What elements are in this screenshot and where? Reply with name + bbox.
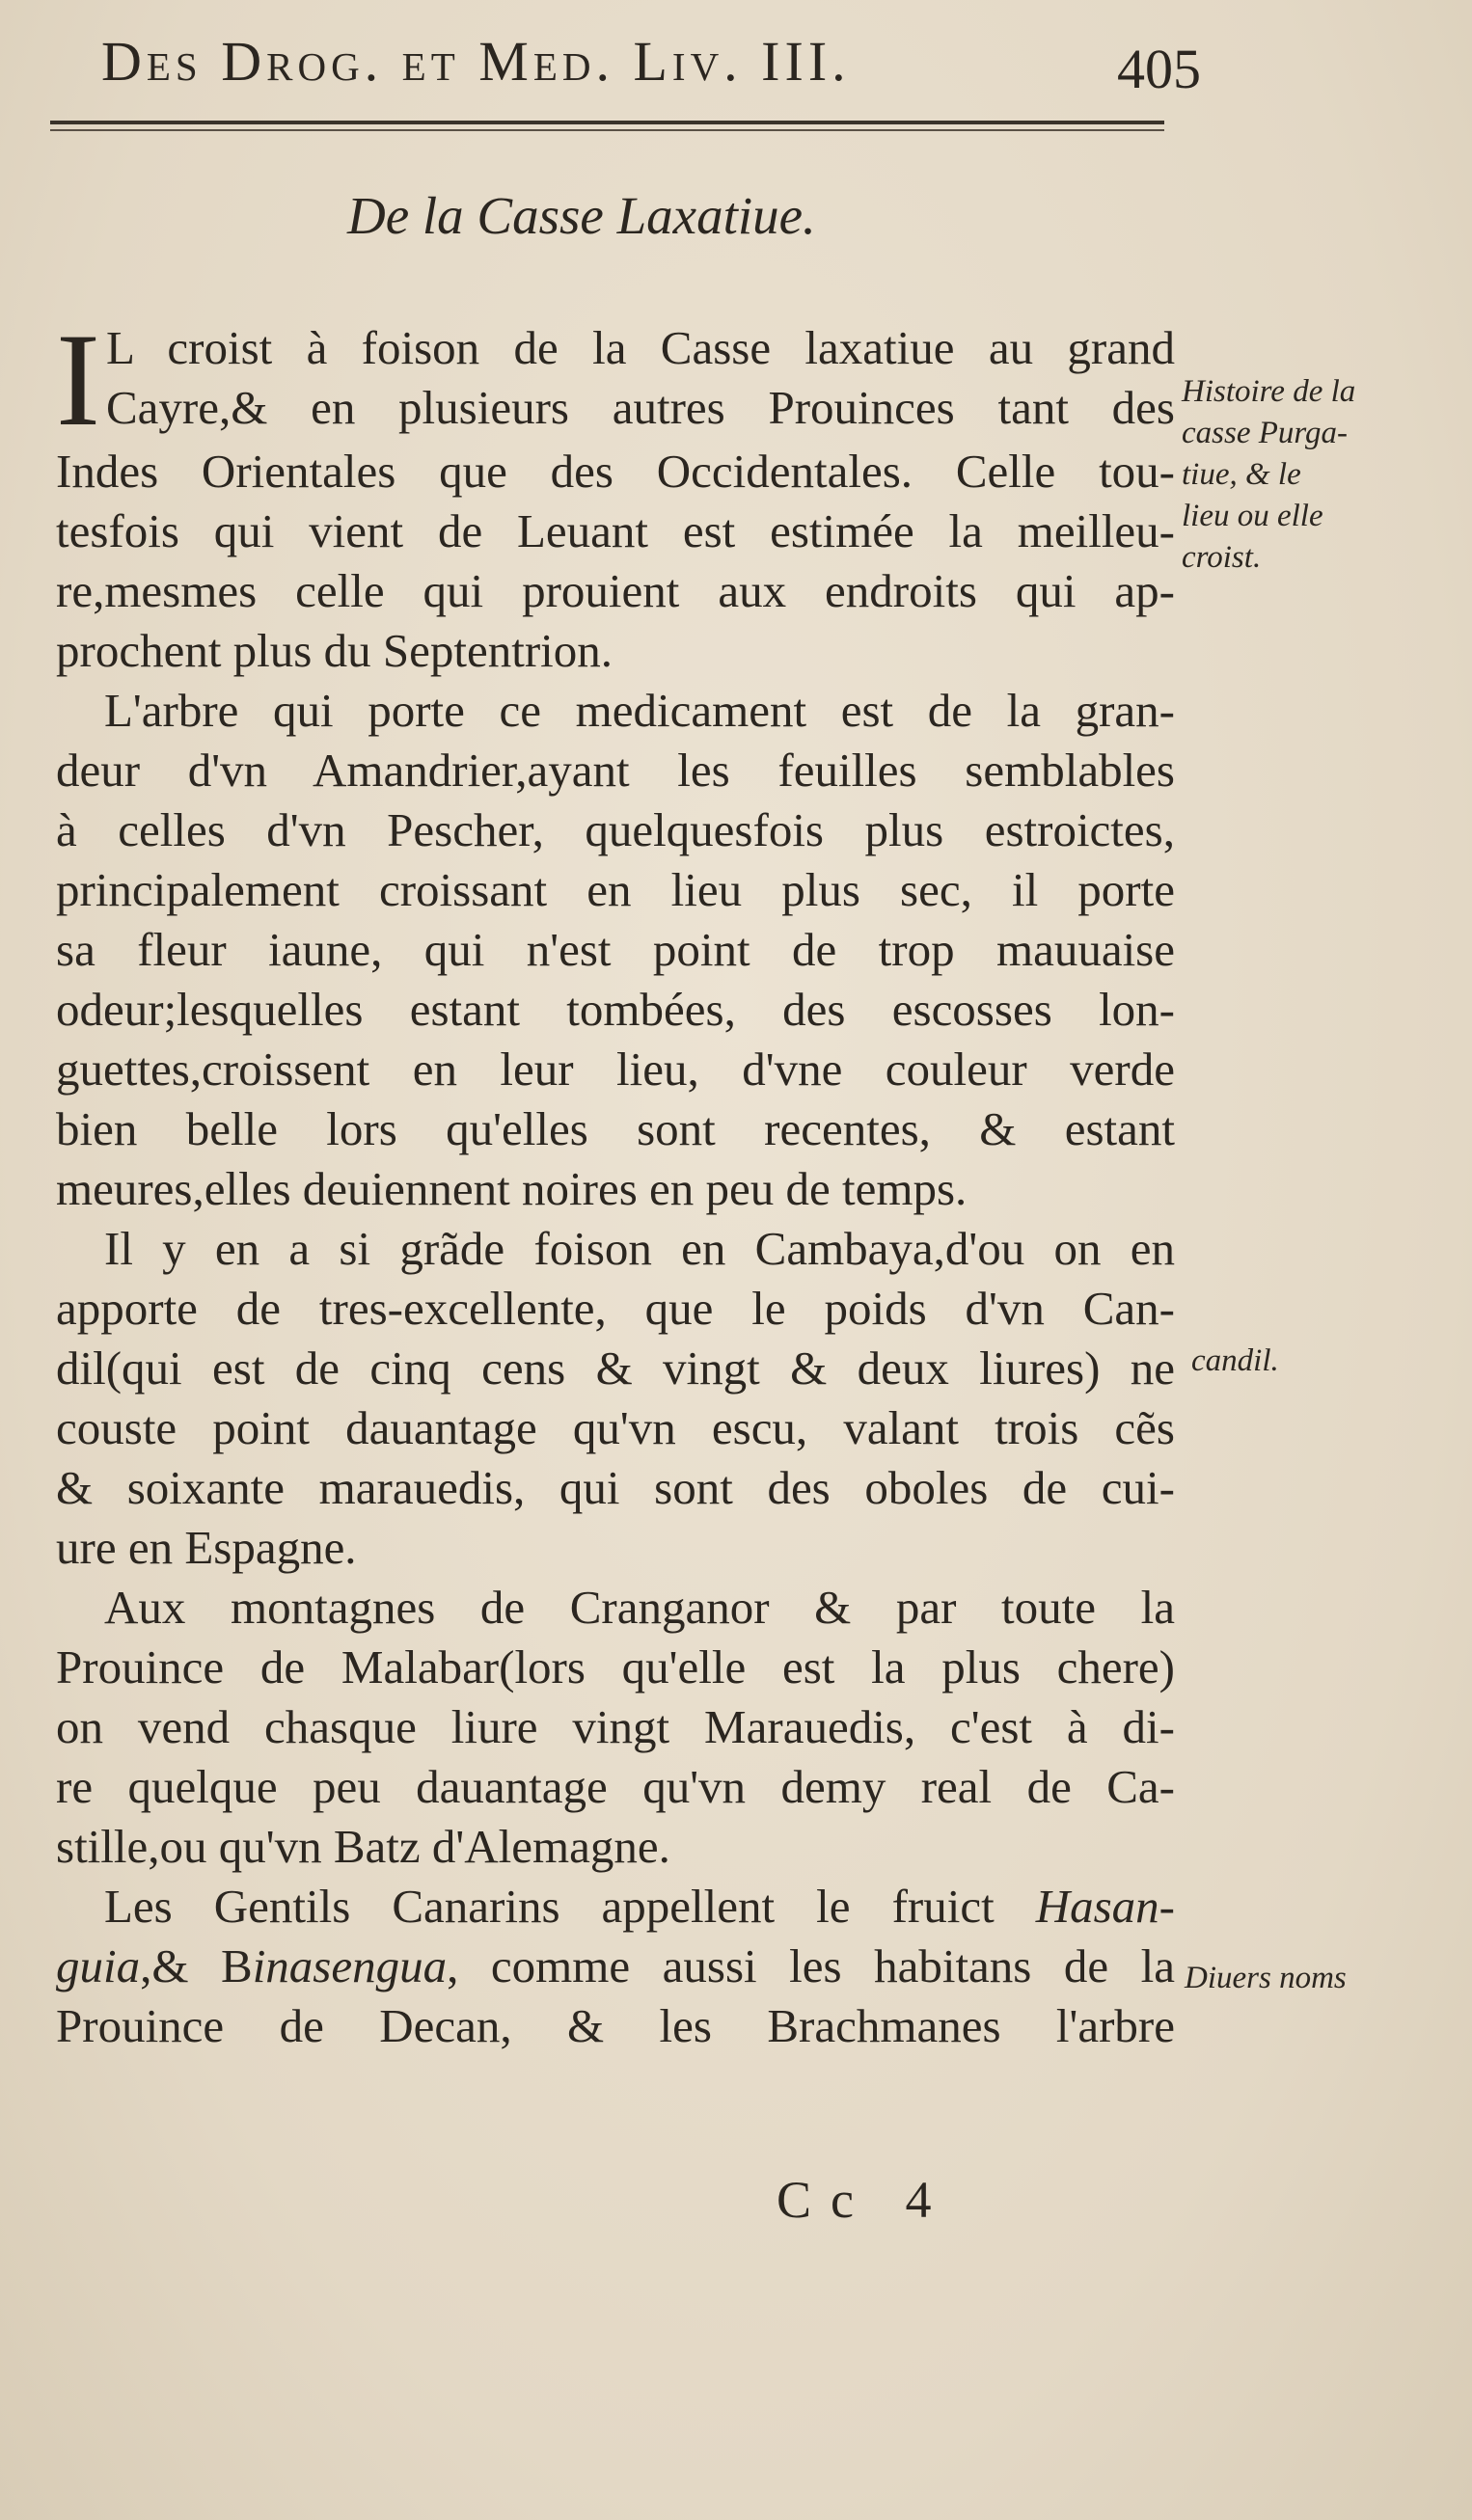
italic-term: Hasan- xyxy=(1035,1880,1175,1933)
text-line: guettes,croissent en leur lieu, d'vne couleur verde xyxy=(56,1043,1175,1096)
margin-note-line: lieu ou elle xyxy=(1182,499,1323,533)
margin-note-line: croist. xyxy=(1182,540,1262,575)
text-line: re,mesmes celle qui prouient aux endroits qui ap- xyxy=(56,564,1175,617)
text-line: couste point dauantage qu'vn escu, valant trois cẽs xyxy=(56,1401,1175,1454)
text-span: ,& B xyxy=(140,1939,253,1992)
text-line: dil(qui est de cinq cens & vingt & deux liures) ne xyxy=(56,1341,1175,1395)
drop-cap: I xyxy=(56,306,100,453)
body-text xyxy=(56,306,1176,2056)
page-number: 405 xyxy=(1117,38,1201,100)
header-rule-thin xyxy=(50,129,1164,131)
margin-note-line: Histoire de la xyxy=(1182,374,1356,409)
text-line: odeur;lesquelles estant tombées, des escosses lon- xyxy=(56,983,1175,1036)
text-line: deur d'vn Amandrier,ayant les feuilles semblables xyxy=(56,744,1175,797)
italic-term: guia xyxy=(56,1939,141,1992)
chapter-title: De la Casse Laxatiue. xyxy=(347,186,816,245)
text-line: bien belle lors qu'elles sont recentes, & estant xyxy=(56,1102,1175,1155)
text-line: Il y en a si grãde foison en Cambaya,d'ou on en xyxy=(104,1222,1175,1275)
text-line: Indes Orientales que des Occidentales. Celle tou- xyxy=(56,445,1175,498)
text-line: meures,elles deuiennent noires en peu de temps. xyxy=(56,1162,968,1215)
paragraph-2 xyxy=(56,681,1175,1219)
page-header xyxy=(101,29,1201,100)
text-line: tesfois qui vient de Leuant est estimée la meilleu- xyxy=(56,504,1175,557)
text-line: & soixante marauedis, qui sont des oboles de cui- xyxy=(56,1461,1175,1514)
text-line: Aux montagnes de Cranganor & par toute la xyxy=(104,1581,1175,1634)
margin-note-line: tiue, & le xyxy=(1182,457,1301,492)
text-line: à celles d'vn Pescher, quelquesfois plus estroictes, xyxy=(56,803,1175,856)
text-line: on vend chasque liure vingt Marauedis, c'est à di- xyxy=(56,1700,1175,1753)
paragraph-1 xyxy=(56,306,1175,681)
text-line xyxy=(56,1877,1175,1937)
text-line: Prouince de Malabar(lors qu'elle est la plus chere) xyxy=(56,1640,1175,1694)
signature-mark: Cc 4 xyxy=(777,2171,951,2229)
text-line: L croist à foison de la Casse laxatiue au grand xyxy=(105,321,1175,374)
text-line: Cayre,& en plusieurs autres Prouinces tant des xyxy=(105,381,1175,434)
text-span: , comme aussi les habitans de la xyxy=(447,1939,1176,1992)
text-line: prochent plus du Septentrion. xyxy=(56,624,613,677)
text-line: re quelque peu dauantage qu'vn demy real de Ca- xyxy=(56,1760,1175,1813)
paragraph-3 xyxy=(56,1219,1175,1578)
margin-note-histoire xyxy=(1182,371,1355,579)
margin-note-candil: candil. xyxy=(1191,1343,1279,1378)
header-rule xyxy=(50,121,1164,124)
margin-note-line: casse Purga- xyxy=(1182,416,1348,450)
text-line: sa fleur iaune, qui n'est point de trop mauuaise xyxy=(56,923,1175,976)
text-line: Prouince de Decan, & les Brachmanes l'arbre xyxy=(56,1999,1175,2052)
text-line: L'arbre qui porte ce medicament est de la gran- xyxy=(104,684,1175,737)
paragraph-5 xyxy=(56,1877,1175,2056)
text-line: apporte de tres-excellente, que le poids d'vn Can- xyxy=(56,1282,1175,1335)
running-head: Des Drog. et Med. Liv. III. xyxy=(101,30,851,93)
text-line: stille,ou qu'vn Batz d'Alemagne. xyxy=(56,1820,670,1873)
italic-term: inasengua xyxy=(252,1939,448,1992)
text-line: principalement croissant en lieu plus sec, il porte xyxy=(56,863,1175,916)
text-line: ure en Espagne. xyxy=(56,1521,357,1574)
paragraph-4 xyxy=(56,1578,1175,1877)
text-line xyxy=(56,1937,1175,1996)
text-span: Les Gentils Canarins appellent le fruict xyxy=(104,1880,1036,1933)
margin-note-diuers-noms: Diuers noms xyxy=(1185,1961,1347,1995)
